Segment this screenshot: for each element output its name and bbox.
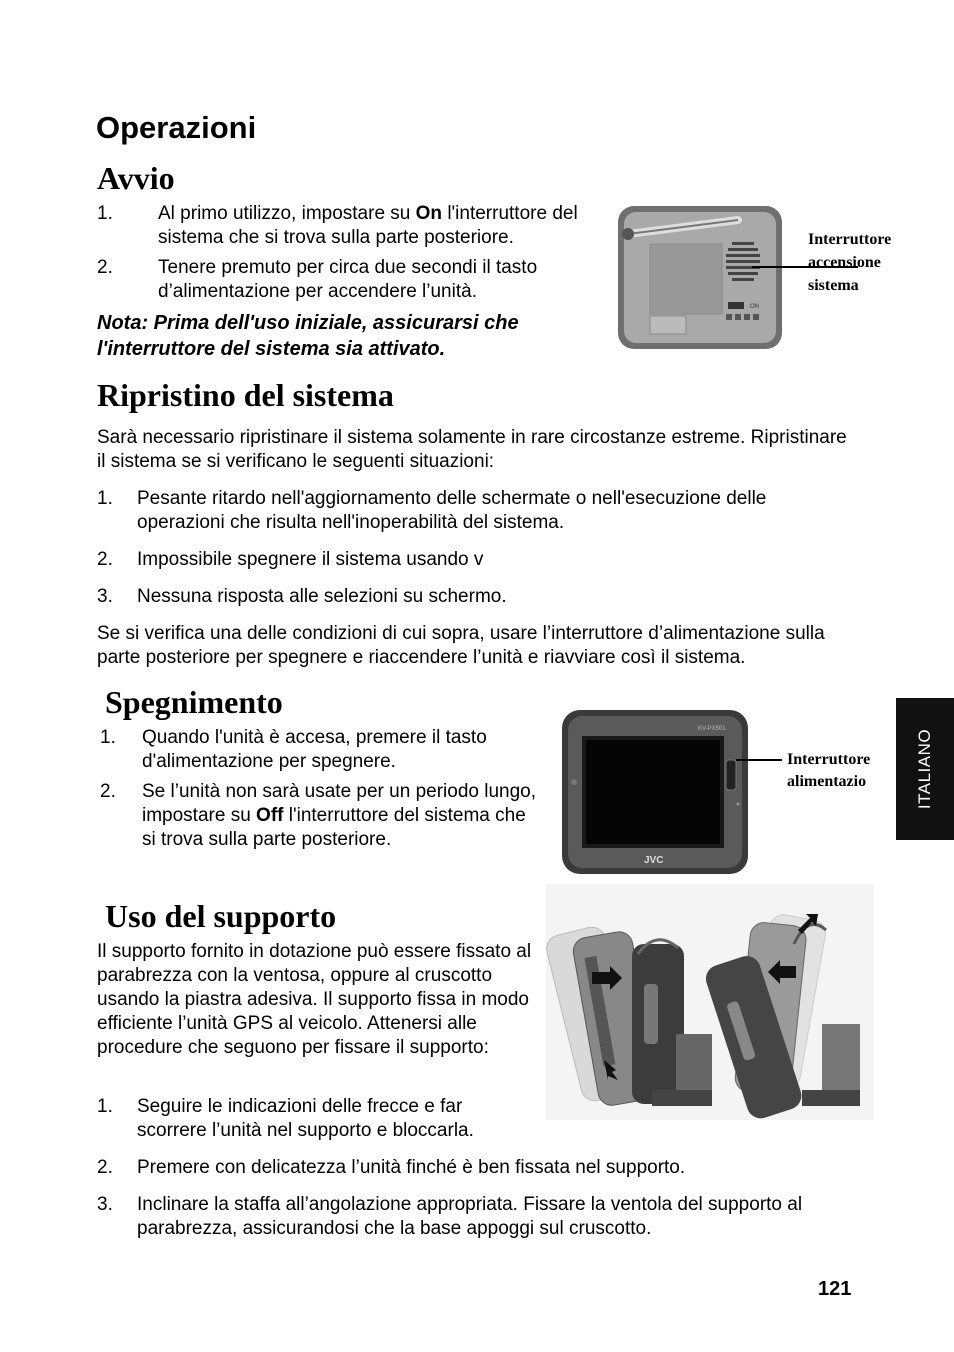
list-number: 3. (97, 586, 113, 607)
list-number: 2. (97, 1157, 113, 1178)
avvio-note: Nota: Prima dell'uso iniziale, assicurarsi che l'interruttore del sistema sia attivato. (97, 312, 519, 360)
list-item: Inclinare la staffa all’angolazione appropriata. Fissare la ventola del supporto al parabrezza, assicurandosi che la base appoggi sul cruscotto. (137, 1194, 803, 1239)
list-item: Al primo utilizzo, impostare su On l'interruttore del sistema che si trova sulla parte posteriore. (158, 203, 578, 248)
list-number: 1. (97, 1096, 113, 1117)
section-heading-supporto: Uso del supporto (105, 898, 337, 934)
list-item: Quando l'unità è accesa, premere il tasto d'alimentazione per spegnere. (142, 727, 487, 772)
model-label: KV-PX501 (698, 726, 726, 732)
list-number: 2. (97, 549, 113, 570)
on-label: ON (750, 304, 759, 310)
device-back-figure (610, 200, 790, 360)
page-title: Operazioni (96, 110, 257, 145)
list-number: 1. (100, 727, 116, 748)
mount-illustration (546, 884, 874, 1120)
list-item: Tenere premuto per circa due secondi il tasto d’alimentazione per accendere l’unità. (158, 257, 538, 302)
section-heading-ripristino: Ripristino del sistema (97, 377, 394, 413)
list-item: Nessuna risposta alle selezioni su schermo. (137, 586, 507, 607)
page-number: 121 (818, 1278, 852, 1300)
list-number: 1. (97, 203, 113, 224)
list-number: 2. (100, 781, 116, 802)
caption-system-switch: Interruttore accensione sistema (808, 231, 892, 294)
on-keyword: On (415, 203, 443, 224)
section-heading-spegnimento: Spegnimento (105, 684, 283, 720)
list-item: Se l’unità non sarà usate per un periodo lungo, impostare su Off l'interruttore del sistema che si trova sulla parte posteriore. (142, 781, 536, 850)
list-number: 2. (97, 257, 113, 278)
list-number: 3. (97, 1194, 113, 1215)
caption-power-switch: Interruttore alimentazio (787, 751, 871, 790)
ripristino-intro: Sarà necessario ripristinare il sistema solamente in rare circostanze estreme. Ripristinare il sistema se si verificano le seguenti situazioni: (97, 427, 847, 472)
list-item: Pesante ritardo nell'aggiornamento delle schermate o nell'esecuzione delle operazioni che risulta nell'inoperabilità del sistema. (137, 488, 767, 533)
list-item: Impossibile spegnere il sistema usando v (137, 549, 484, 570)
ripristino-outro: Se si verifica una delle condizioni di cui sopra, usare l’interruttore d’alimentazione sulla parte posteriore per spegnere e riaccendere l’unità e riavviare così il sistema. (97, 623, 825, 668)
callout-line (734, 755, 784, 765)
language-tab: ITALIANO (896, 698, 954, 840)
list-number: 1. (97, 488, 113, 509)
section-heading-avvio: Avvio (97, 160, 175, 196)
device-front-figure (560, 708, 752, 876)
brand-logo: JVC (644, 855, 664, 866)
off-keyword: Off (256, 805, 284, 826)
list-item: Seguire le indicazioni delle frecce e far scorrere l’unità nel supporto e bloccarla. (137, 1096, 474, 1141)
supporto-intro: Il supporto fornito in dotazione può essere fissato al parabrezza con la ventosa, oppure al cruscotto usando la piastra adesiva. Il supporto fissa in modo efficiente l’unità GPS al veicolo. Attenersi alle procedure che seguono per fissare il supporto: (97, 941, 532, 1058)
list-item: Premere con delicatezza l’unità finché è ben fissata nel supporto. (137, 1157, 686, 1178)
